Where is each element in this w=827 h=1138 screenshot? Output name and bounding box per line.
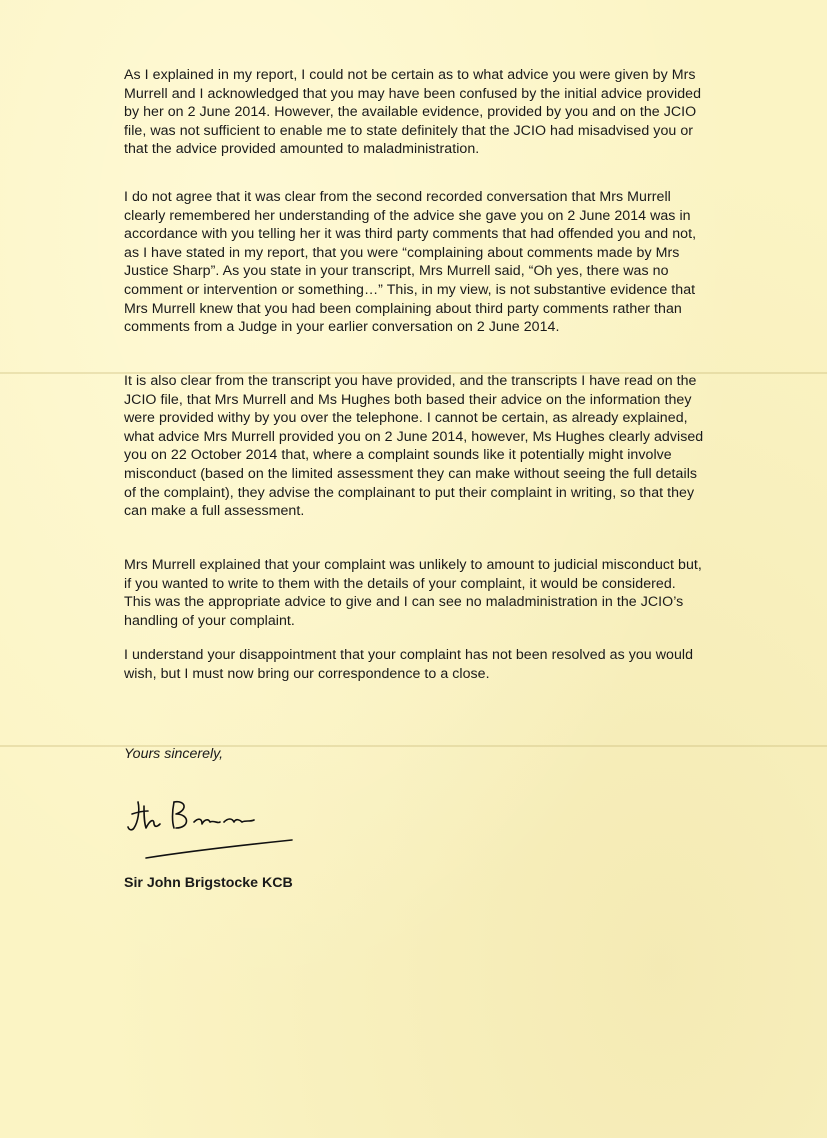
letter-paragraph-5: I understand your disappointment that your complaint has not been resolved as you would wish, but I must now bring our correspondence to a close. <box>124 647 694 682</box>
letter-closing: Yours sincerely, <box>124 746 224 762</box>
letter-paragraph-2: I do not agree that it was clear from the second recorded conversation that Mrs Murrell clearly remembered her understanding of the advice she gave you on 2 June 2014 was in accordance with you telling her it was third party comments that had offended you and not, as I have stated in my report, that you were “complaining about comments made by Mrs Justice Sharp”. As you state in your transcript, Mrs Murrell said, “Oh yes, there was no comment or intervention or something…” This, in my view, is not substantive evidence that Mrs Murrell knew that you had been complaining about third party comments rather than comments from a Judge in your earlier conversation on 2 June 2014. <box>124 189 697 336</box>
signer-name: Sir John Brigstocke KCB <box>124 875 293 891</box>
letter-paragraph-4: Mrs Murrell explained that your complaint was unlikely to amount to judicial misconduct but, if you wanted to write to them with the details of your complaint, it would be considered. This was the appropriate advice to give and I can see no maladministration in the JCIO’s handling of your complaint. <box>124 557 702 629</box>
letter-paragraph-3: It is also clear from the transcript you have provided, and the transcripts I have read on the JCIO file, that Mrs Murrell and Ms Hughes both based their advice on the information they were provided withy by you over the telephone. I cannot be certain, as already explained, what advice Mrs Murrell provided you on 2 June 2014, however, Ms Hughes clearly advised you on 22 October 2014 that, where a complaint sounds like it potentially might involve misconduct (based on the limited assessment they can make without seeing the full details of the complaint), they advise the complainant to put their complaint in writing, so that they can make a full assessment. <box>124 373 704 520</box>
letter-paragraph-1: As I explained in my report, I could not be certain as to what advice you were given by Mrs Murrell and I acknowledged that you may have been confused by the initial advice provided by her on 2 June 2014. However, the available evidence, provided by you and on the JCIO file, was not sufficient to enable me to state definitely that the JCIO had misadvised you or that the advice provided amounted to maladministration. <box>124 67 702 158</box>
handwritten-signature <box>124 794 324 871</box>
